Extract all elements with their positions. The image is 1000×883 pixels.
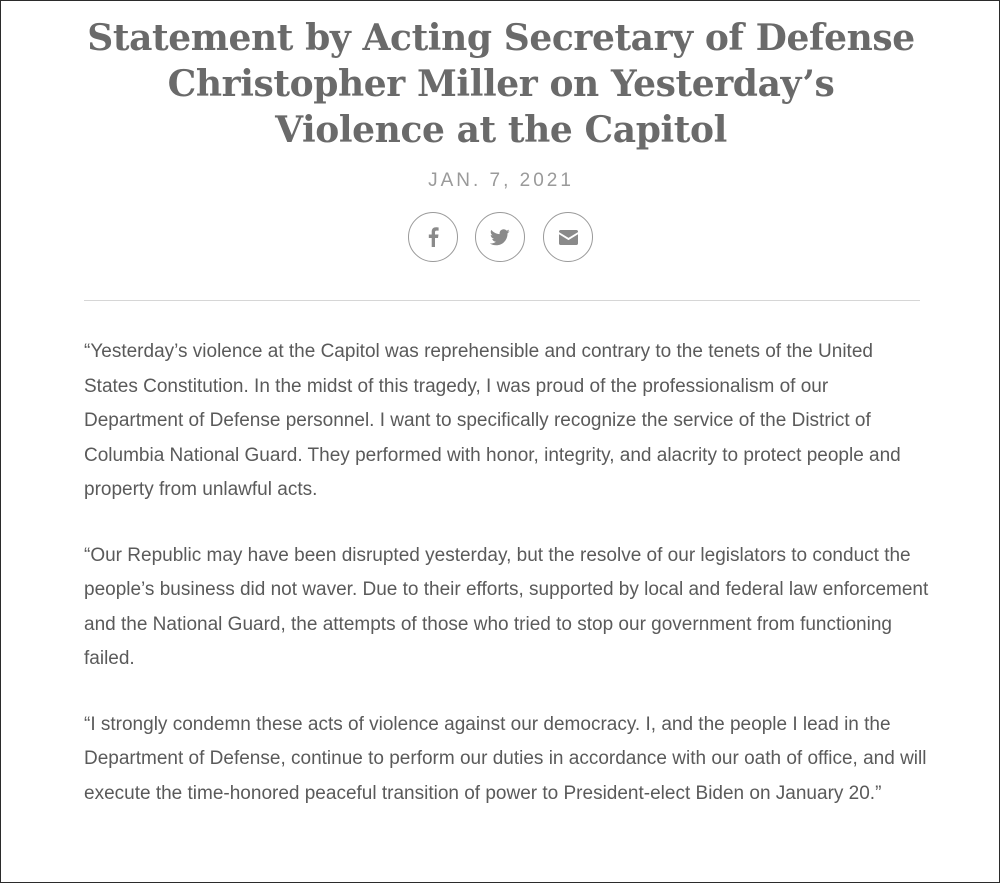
article-body <box>84 335 929 842</box>
share-email-button[interactable] <box>543 212 593 262</box>
share-facebook-button[interactable] <box>408 212 458 262</box>
share-twitter-button[interactable] <box>475 212 525 262</box>
publish-date: JAN. 7, 2021 <box>428 170 574 191</box>
paragraph-1: “Yesterday’s violence at the Capitol was reprehensible and contrary to the tenets of the United States Constitution. In the midst of this tragedy, I was proud of the professionalism of our Department of Defense personnel. I want to specifically recognize the service of the District of Columbia National Guard. They performed with honor, integrity, and alacrity to protect people and property from unlawful acts. <box>84 341 901 500</box>
header-divider <box>84 300 920 301</box>
paragraph-2: “Our Republic may have been disrupted yesterday, but the resolve of our legislators to conduct the people’s business did not waver. Due to their efforts, supported by local and federal law enforcement and the National Guard, the attempts of those who tried to stop our government from functioning failed. <box>84 544 929 669</box>
share-buttons <box>408 212 598 264</box>
page-title: Statement by Acting Secretary of Defense Christopher Miller on Yesterday’s Violence at the Capitol <box>87 17 915 151</box>
paragraph-3: “I strongly condemn these acts of violence against our democracy. I, and the people I lead in the Department of Defense, continue to perform our duties in accordance with our oath of office, and will execute the time-honored peaceful transition of power to President-elect Biden on January 20.” <box>84 713 927 804</box>
facebook-icon <box>427 227 439 247</box>
twitter-icon <box>490 229 510 246</box>
email-icon <box>559 230 578 245</box>
